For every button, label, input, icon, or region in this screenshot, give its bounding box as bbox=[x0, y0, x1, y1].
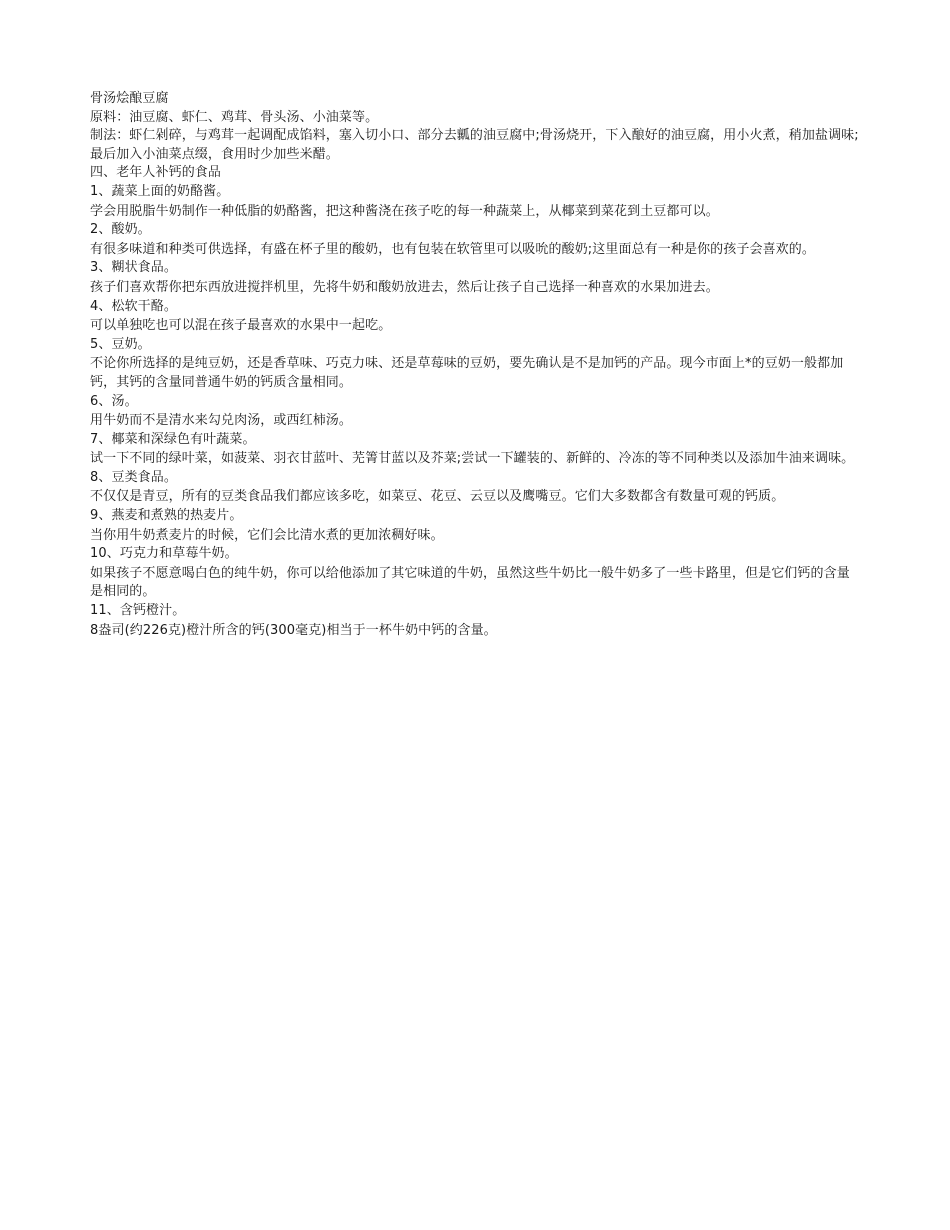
item-text: 不仅仅是青豆，所有的豆类食品我们都应该多吃，如菜豆、花豆、云豆以及鹰嘴豆。它们大多数都含有数量可观的钙质。 bbox=[90, 489, 785, 505]
item-heading: 11、含钙橙汁。 bbox=[90, 603, 186, 619]
recipe-title: 骨汤烩酿豆腐 bbox=[90, 91, 169, 106]
item-text: 试一下不同的绿叶菜，如菠菜、羽衣甘蓝叶、芜箐甘蓝以及芥菜;尝试一下罐装的、新鲜的、冷冻的等不同种类以及添加牛油来调味。 bbox=[90, 451, 855, 467]
item-text: 8盎司(约226克)橙汁所含的钙(300毫克)相当于一杯牛奶中钙的含量。 bbox=[90, 622, 497, 638]
item-text: 有很多味道和种类可供选择，有盛在杯子里的酸奶，也有包装在软管里可以吸吮的酸奶;这里面总有一种是你的孩子会喜欢的。 bbox=[90, 241, 815, 257]
item-text: 如果孩子不愿意喝白色的纯牛奶，你可以给他添加了其它味道的牛奶，虽然这些牛奶比一般牛奶多了一些卡路里，但是它们钙的含量是相同的。 bbox=[90, 565, 850, 600]
document-body bbox=[90, 90, 860, 640]
item-text: 当你用牛奶煮麦片的时候，它们会比清水煮的更加浓稠好味。 bbox=[90, 527, 444, 543]
item-heading: 8、豆类食品。 bbox=[90, 469, 177, 485]
item-heading: 6、汤。 bbox=[90, 393, 138, 409]
item-heading: 5、豆奶。 bbox=[90, 336, 151, 352]
item-heading: 9、燕麦和煮熟的热麦片。 bbox=[90, 508, 243, 524]
item-heading: 1、蔬菜上面的奶酪酱。 bbox=[90, 183, 230, 199]
item-text: 可以单独吃也可以混在孩子最喜欢的水果中一起吃。 bbox=[90, 318, 392, 334]
item-text: 用牛奶而不是清水来勾兑肉汤，或西红柿汤。 bbox=[90, 413, 353, 429]
item-heading: 2、酸奶。 bbox=[90, 222, 151, 238]
item-heading: 10、巧克力和草莓牛奶。 bbox=[90, 546, 238, 562]
item-text: 不论你所选择的是纯豆奶，还是香草味、巧克力味、还是草莓味的豆奶，要先确认是不是加钙的产品。现今市面上*的豆奶一般都加钙，其钙的含量同普通牛奶的钙质含量相同。 bbox=[90, 356, 844, 390]
item-text: 学会用脱脂牛奶制作一种低脂的奶酪酱，把这种酱浇在孩子吃的每一种蔬菜上，从椰菜到菜花到土豆都可以。 bbox=[90, 203, 719, 219]
item-heading: 7、椰菜和深绿色有叶蔬菜。 bbox=[90, 431, 256, 447]
section-heading: 四、老年人补钙的食品 bbox=[90, 165, 222, 181]
item-heading: 4、松软干酪。 bbox=[90, 298, 177, 314]
item-heading: 3、糊状食品。 bbox=[90, 260, 177, 276]
recipe-ingredients: 原料：油豆腐、虾仁、鸡茸、骨头汤、小油菜等。 bbox=[90, 109, 379, 125]
recipe-method: 制法：虾仁剁碎，与鸡茸一起调配成馅料，塞入切小口、部分去瓤的油豆腐中;骨汤烧开，下入酿好的油豆腐，用小火煮，稍加盐调味;最后加入小油菜点缀，食用时少加些米醋。 bbox=[90, 128, 859, 162]
item-text: 孩子们喜欢帮你把东西放进搅拌机里，先将牛奶和酸奶放进去，然后让孩子自己选择一种喜欢的水果加进去。 bbox=[90, 279, 719, 295]
